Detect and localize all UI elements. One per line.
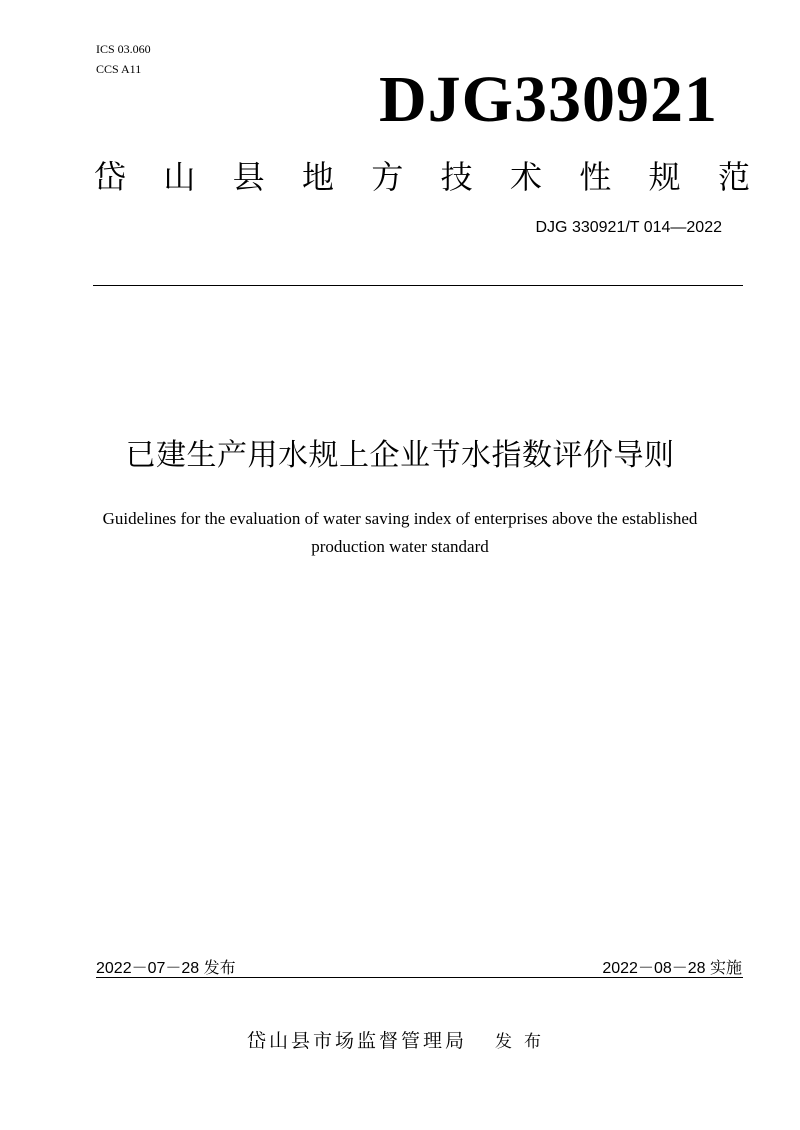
ccs-code: CCS A11 (96, 62, 142, 76)
category-char: 山 (163, 158, 196, 196)
issue-date: 2022－07－28 发布 (96, 960, 236, 977)
standard-code-logo: DJG330921 (379, 63, 718, 136)
category-char: 方 (371, 158, 404, 196)
header-divider (93, 285, 743, 286)
category-char: 范 (717, 158, 750, 196)
standard-number: DJG 330921/T 014—2022 (535, 219, 722, 236)
title-english: Guidelines for the evaluation of water saving index of enterprises above the established production water standard (102, 509, 698, 556)
category-char: 县 (232, 158, 265, 196)
implementation-date: 2022－08－28 实施 (602, 960, 742, 977)
publish-label: 发布 (495, 1032, 553, 1052)
category-char: 术 (509, 158, 542, 196)
category-char: 技 (440, 158, 473, 196)
standard-category (94, 156, 750, 198)
category-char: 地 (301, 158, 334, 196)
category-char: 岱 (94, 158, 127, 196)
category-char: 规 (648, 158, 681, 196)
publisher-name: 岱山县市场监督管理局 (246, 1030, 467, 1052)
publisher-line (0, 1028, 800, 1055)
ics-code: ICS 03.060 (96, 42, 151, 56)
footer-divider (96, 977, 743, 978)
title-chinese: 已建生产用水规上企业节水指数评价导则 (125, 438, 675, 473)
category-char: 性 (579, 158, 612, 196)
